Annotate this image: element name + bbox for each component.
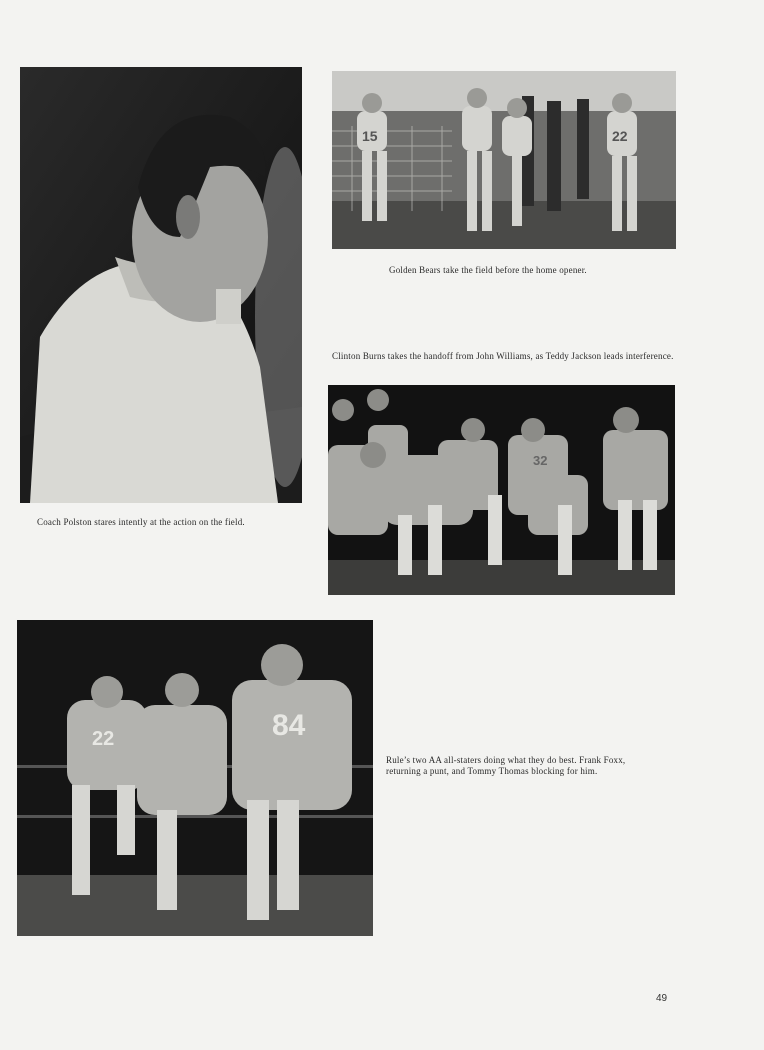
jersey-number: 22 xyxy=(612,128,628,144)
coach-photo xyxy=(20,67,302,503)
handoff-caption: Clinton Burns takes the handoff from John Williams, as Teddy Jackson leads interference. xyxy=(332,351,674,361)
jersey-number: 15 xyxy=(362,128,378,144)
take-field-photo xyxy=(332,71,676,249)
allstaters-caption: Rule’s two AA all-staters doing what they do best. Frank Foxx, returning a punt, and Tommy Thomas blocking for him. xyxy=(386,755,626,776)
jersey-number: 32 xyxy=(533,453,548,468)
coach-caption: Coach Polston stares intently at the action on the field. xyxy=(37,517,245,527)
handoff-photo xyxy=(328,385,675,595)
allstaters-photo xyxy=(17,620,373,936)
take-field-caption: Golden Bears take the field before the home opener. xyxy=(389,265,587,275)
jersey-number: 84 xyxy=(272,709,306,742)
page-number: 49 xyxy=(656,993,668,1004)
jersey-number: 22 xyxy=(92,728,115,750)
